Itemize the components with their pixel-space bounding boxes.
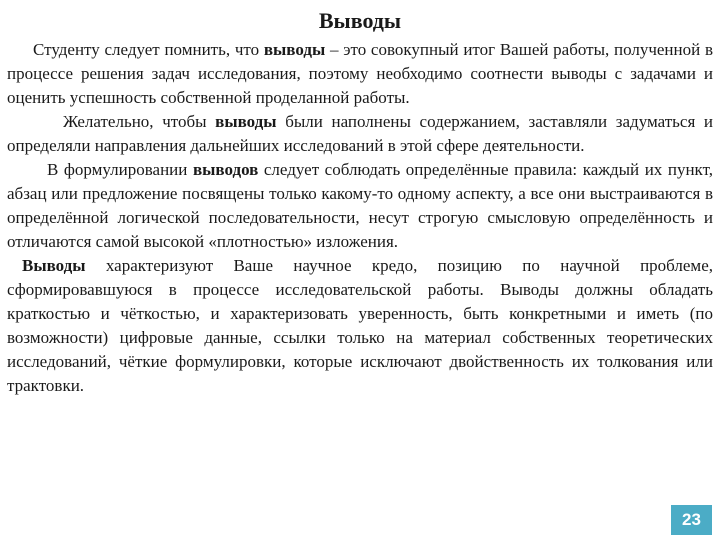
paragraph-2-keyword: выводы <box>215 112 277 131</box>
paragraph-3-text: следует соблюдать определённые правила: каждый их пункт, абзац или предложение посвящены только какому-то одному аспекту, а все они выстраиваются в определённой логической последовательности, несут строгую смысловую определённость и отличаются самой высокой «плотностью» изложения. <box>7 160 713 251</box>
slide-title: Выводы <box>318 8 402 33</box>
paragraph-1-intro: Студенту следует помнить, что <box>33 40 264 59</box>
page-number: 23 <box>682 510 701 529</box>
paragraph-3 <box>7 158 713 254</box>
paragraph-1-keyword: выводы <box>263 40 326 59</box>
paragraph-4-text: характеризуют Ваше научное кредо, позицию по научной проблеме, сформировавшуюся в процессе исследовательской работы. Выводы должны обладать краткостью и чёткостью, и характеризовать уверенность, быть конкретными и иметь (по возможности) цифровые данные, ссылки только на материал собственных теоретических исследований, чёткие формулировки, которые исключают двойственность их толкования или трактовки. <box>7 256 713 395</box>
page-number-badge <box>671 505 712 535</box>
paragraph-2-text: были наполнены содержанием, заставляли задуматься и определяли направления дальнейших исследований в этой сфере деятельности. <box>7 112 713 155</box>
paragraph-4-keyword: Выводы <box>22 256 86 275</box>
paragraph-3-keyword: выводов <box>192 160 259 179</box>
paragraph-1 <box>7 38 713 110</box>
paragraph-2 <box>7 110 713 158</box>
slide-body <box>7 38 713 398</box>
paragraph-3-intro: В формулировании <box>47 160 193 179</box>
paragraph-2-intro: Желательно, чтобы <box>63 112 216 131</box>
paragraph-4 <box>7 254 713 398</box>
paragraph-1-text: – это совокупный итог Вашей работы, полученной в процессе решения задач исследования, поэтому необходимо соотнести выводы с задачами и оценить успешность собственной проделанной работы. <box>7 40 713 107</box>
